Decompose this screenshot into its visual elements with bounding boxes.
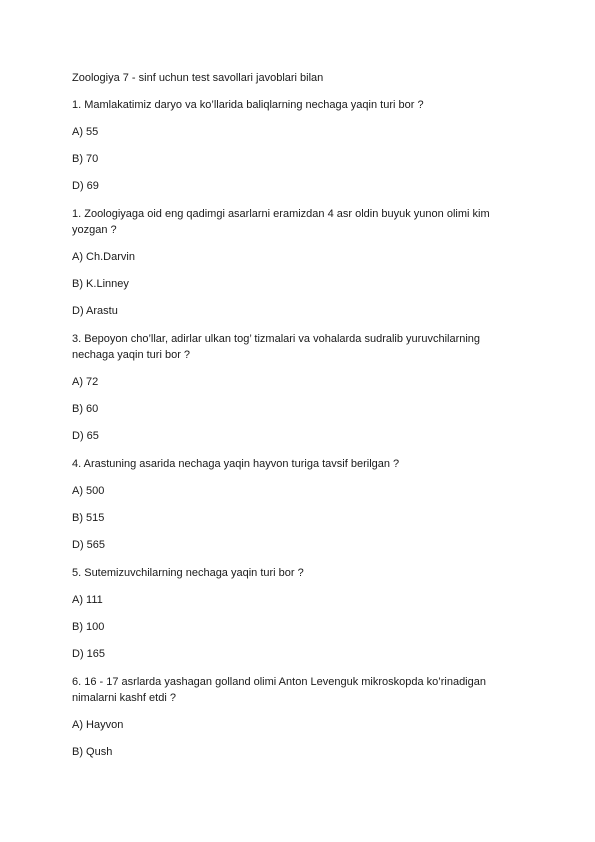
answer-option: B) Qush — [72, 746, 113, 758]
question-4 — [72, 456, 522, 552]
answer-option: D) 69 — [72, 180, 99, 192]
answer-option: A) 111 — [72, 594, 103, 606]
document-page — [72, 71, 522, 772]
answer-option: A) Hayvon — [72, 719, 124, 731]
question-1 — [72, 97, 522, 193]
answer-option: B) K.Linney — [72, 278, 129, 290]
answer-option: B) 70 — [72, 153, 99, 165]
question-text: 5. Sutemizuvchilarning nechaga yaqin turi bor ? — [72, 567, 304, 579]
answer-option: B) 100 — [72, 621, 105, 633]
answer-option: A) 72 — [72, 376, 99, 388]
question-text: 1. Mamlakatimiz daryo va ko’llarida baliqlarning nechaga yaqin turi bor ? — [72, 99, 424, 111]
answer-option: A) 500 — [72, 485, 105, 497]
question-text: 4. Arastuning asarida nechaga yaqin hayvon turiga tavsif berilgan ? — [72, 458, 400, 470]
answer-option: D) 565 — [72, 539, 106, 551]
answer-option: B) 515 — [72, 512, 105, 524]
answer-option: D) 65 — [72, 430, 99, 442]
question-text: 1. Zoologiyaga oid eng qadimgi asarlarni eramizdan 4 asr oldin buyuk yunon olimi kim yozgan ? — [72, 208, 490, 236]
answer-option: B) 60 — [72, 403, 99, 415]
answer-option: D) 165 — [72, 648, 106, 660]
question-2 — [72, 206, 522, 318]
question-text: 6. 16 - 17 asrlarda yashagan golland olimi Anton Levenguk mikroskopda ko’rinadigan nimalarni kashf etdi ? — [72, 676, 486, 704]
question-3 — [72, 331, 522, 443]
question-6 — [72, 674, 522, 759]
answer-option: A) Ch.Darvin — [72, 251, 135, 263]
answer-option: A) 55 — [72, 126, 99, 138]
answer-option: D) Arastu — [72, 305, 118, 317]
question-text: 3. Bepoyon cho’llar, adirlar ulkan tog’ tizmalari va vohalarda sudralib yuruvchilarning nechaga yaqin turi bor ? — [72, 333, 481, 361]
question-5 — [72, 565, 522, 661]
document-title: Zoologiya 7 - sinf uchun test savollari javoblari bilan — [72, 72, 324, 84]
